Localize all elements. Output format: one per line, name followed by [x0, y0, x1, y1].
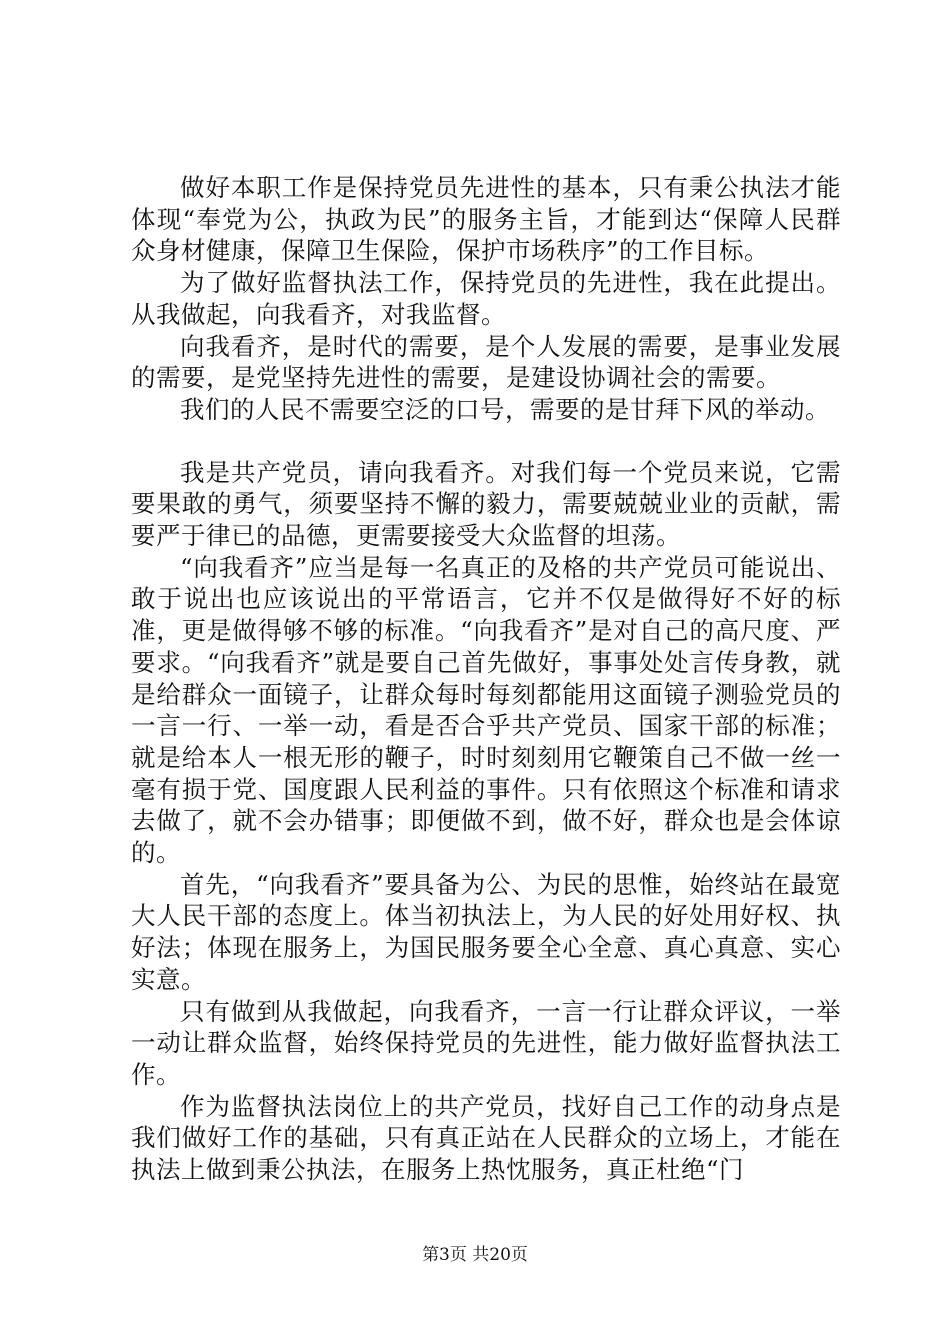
paragraph-1: 做好本职工作是保持党员先进性的基本，只有秉公执法才能体现“奉党为公，执政为民”的服务主旨，才能到达“保障人民群众身材健康，保障卫生保险，保护市场秩序”的工作目标。: [131, 173, 841, 266]
paragraph-4: 我们的人民不需要空泛的口号，需要的是甘拜下风的举动。: [180, 394, 830, 424]
paragraph-2: 为了做好监督执法工作，保持党员的先进性，我在此提出。从我做起，向我看齐，对我监督。: [131, 268, 841, 329]
document-body: [131, 172, 841, 1186]
paragraph-7: 首先，“向我看齐”要具备为公、为民的思惟，始终站在最宽大人民干部的态度上。体当初执法上，为人民的好处用好权、执好法；体现在服务上，为国民服务要全心全意、真心真意、实心实意。: [131, 869, 841, 994]
paragraph-5: 我是共产党员，请向我看齐。对我们每一个党员来说，它需要果敢的勇气，须要坚持不懈的毅力，需要兢兢业业的贡献，需要严于律已的品德，更需要接受大众监督的坦荡。: [131, 457, 841, 551]
paragraph-spacer: [131, 426, 841, 457]
paragraph-8: 只有做到从我做起，向我看齐，一言一行让群众评议，一举一动让群众监督，始终保持党员的先进性，能力做好监督执法工作。: [131, 996, 841, 1089]
page-footer: 第3页 共20页: [422, 1245, 528, 1265]
paragraph-9: 作为监督执法岗位上的共产党员，找好自己工作的动身点是我们做好工作的基础，只有真正站在人民群众的立场上，才能在执法上做到秉公执法，在服务上热忱服务，真正杜绝“门: [131, 1091, 841, 1185]
paragraph-3: 向我看齐，是时代的需要，是个人发展的需要，是事业发展的需要，是党坚持先进性的需要，是建设协调社会的需要。: [131, 331, 841, 393]
paragraph-6: “向我看齐”应当是每一名真正的及格的共产党员可能说出、敢于说出也应该说出的平常语言，它并不仅是做得好不好的标准，更是做得够不够的标准。“向我看齐”是对自己的高尺度、严要求。“向我看齐”就是要自己首先做好，事事处处言传身教，就是给群众一面镜子，让群众每时每刻都能用这面镜子测验党员的一言一行、一举一动，看是否合乎共产党员、国家干部的标准；就是给本人一根无形的鞭子，时时刻刻用它鞭策自己不做一丝一毫有损于党、国度跟人民利益的事件。只有依照这个标准和请求去做了，就不会办错事；即便做不到，做不好，群众也是会体谅的。: [131, 552, 841, 868]
